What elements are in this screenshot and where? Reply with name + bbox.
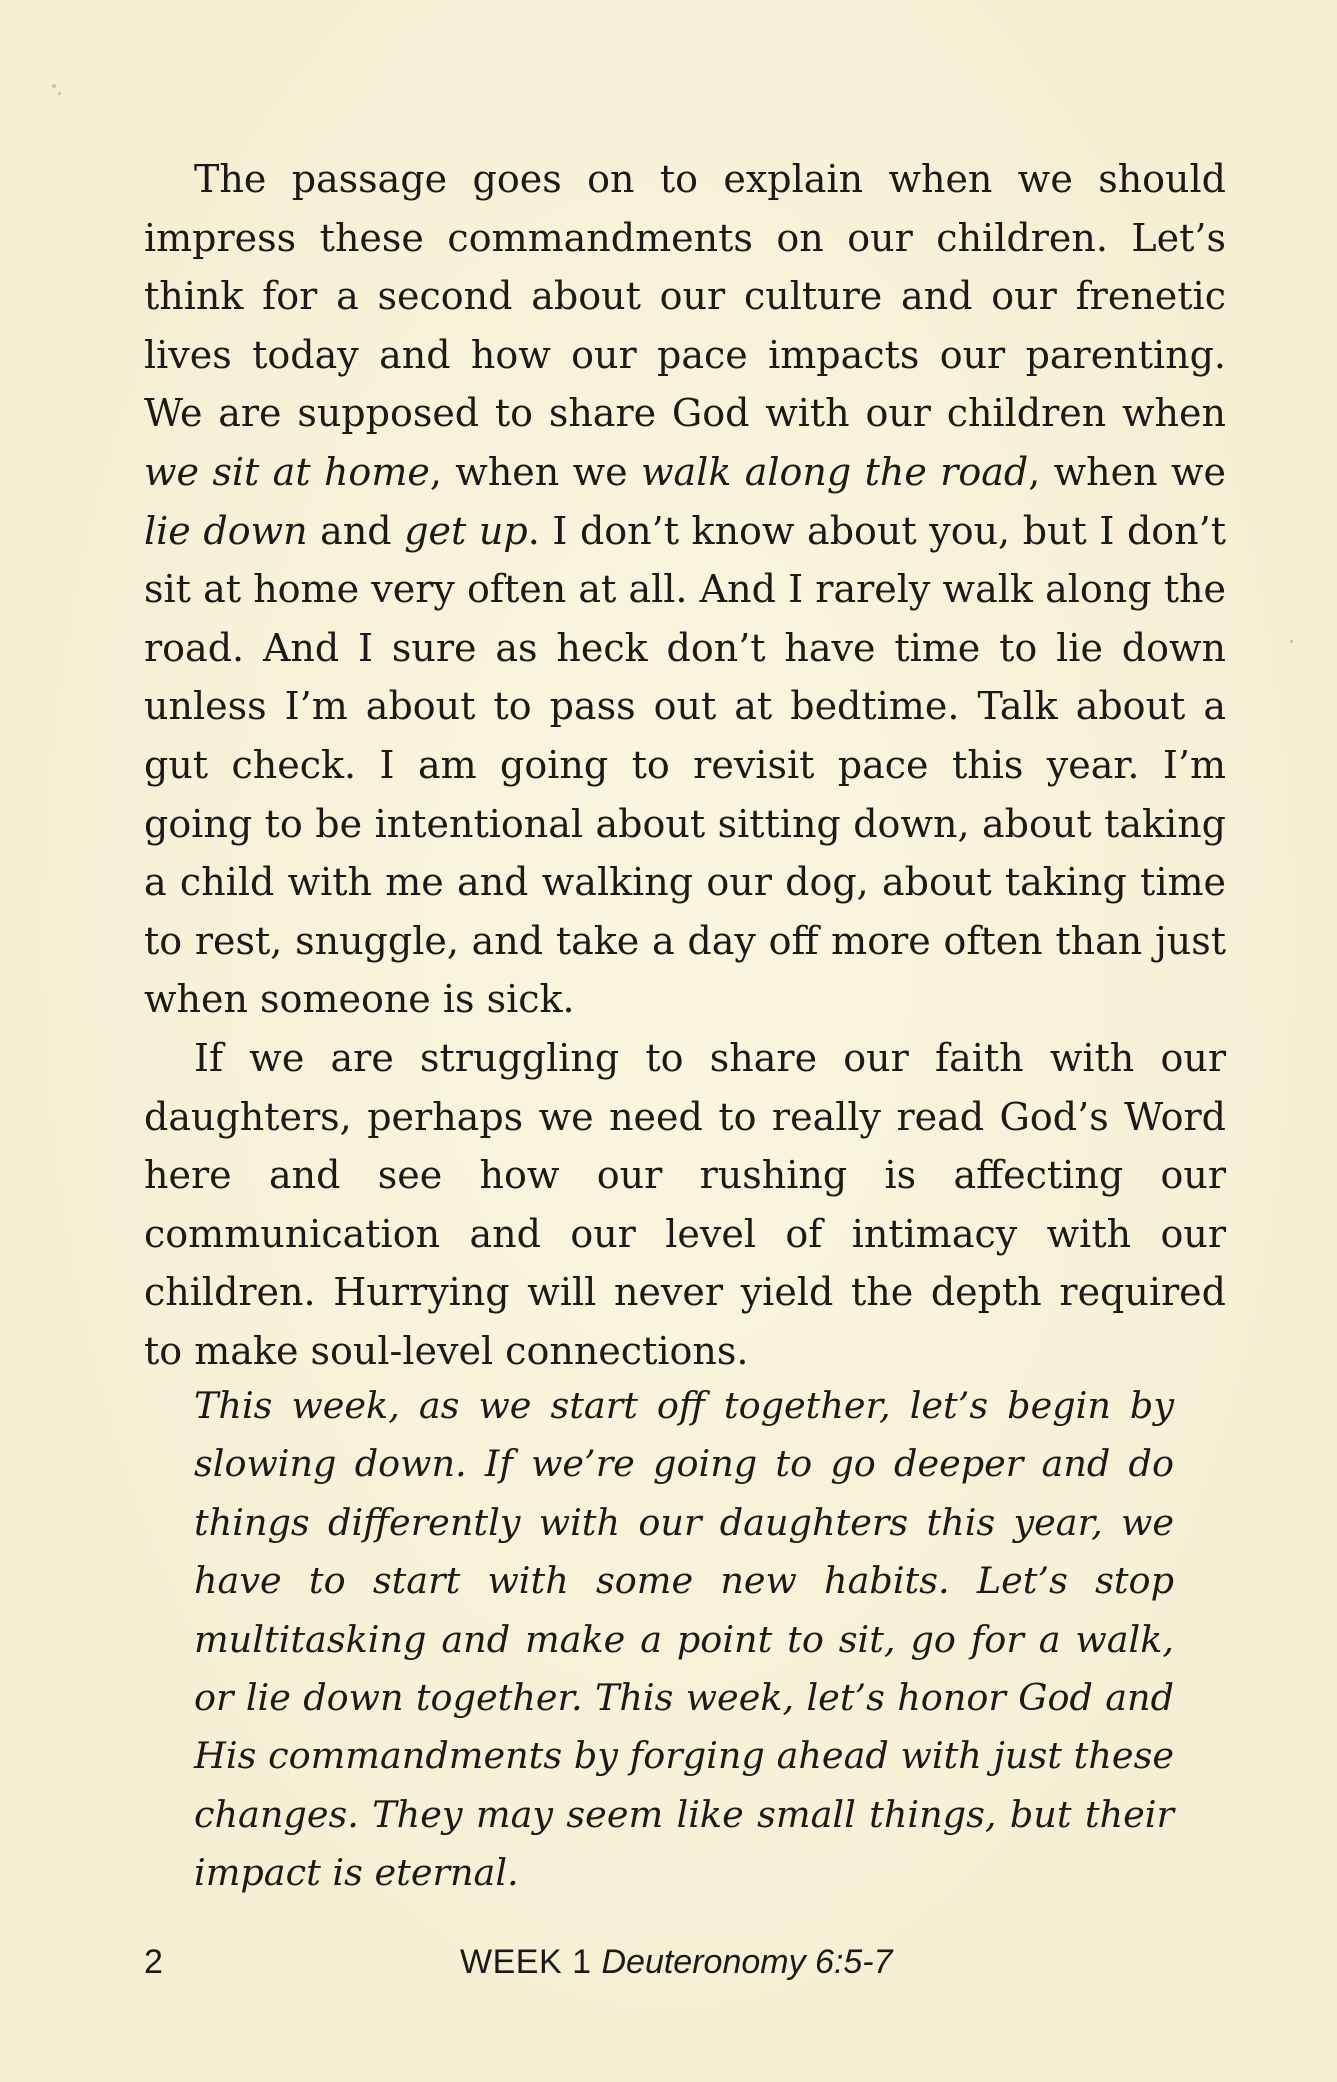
text-run: and	[307, 508, 405, 553]
paper-speck	[1290, 640, 1293, 643]
body-paragraph	[144, 150, 1226, 1029]
text-run: If we are struggling to share our faith with our daughters, perhaps we need to really read God’s Word here and see how our rushing is affecting our communication and our level of intimacy with our children. Hurrying will never yield the depth required to make soul-level connections.	[144, 1035, 1226, 1373]
text-run: , when we	[1028, 449, 1226, 494]
paper-speck	[58, 92, 61, 95]
paper-speck	[52, 84, 56, 88]
page-number: 2	[144, 1943, 163, 1981]
callout-text: This week, as we start off together, let’s begin by slowing down. If we’re going to go deeper and do things differently with our daughters this year, we have to start with some new habits. Let’s stop multitasking and make a point to sit, go for a walk, or lie down together. This week, let’s honor God and His commandments by forging ahead with just these changes. They may seem like small things, but their impact is eternal.	[194, 1384, 1174, 1895]
italic-phrase: lie down	[144, 508, 308, 553]
running-head-week: WEEK 1	[460, 1943, 592, 1981]
italic-phrase: get up	[404, 508, 528, 553]
body-paragraph	[144, 1029, 1226, 1381]
text-run: , when we	[429, 449, 641, 494]
text-run: . I don’t know about you, but I don’t sit at home very often at all. And I rarely walk along the road. And I sure as heck don’t have time to lie down unless I’m about to pass out at bedtime. Talk about a gut check. I am going to revisit pace this year. I’m going to be intentional about sitting down, about taking a child with me and walking our dog, about taking time to rest, snuggle, and take a day off more often than just when someone is sick.	[144, 508, 1226, 1022]
text-run: The passage goes on to explain when we should impress these commandments on our children. Let’s think for a second about our culture and our frenetic lives today and how our pace impacts our parenting. We are supposed to share God with our children when	[144, 157, 1226, 436]
running-head-reference: Deuteronomy 6:5-7	[601, 1943, 893, 1981]
page-footer	[144, 1932, 1226, 1992]
running-head	[460, 1932, 893, 1992]
weekly-callout	[194, 1377, 1174, 1903]
italic-phrase: walk along the road	[641, 449, 1029, 494]
body-text	[144, 150, 1226, 1380]
italic-phrase: we sit at home	[144, 449, 430, 494]
